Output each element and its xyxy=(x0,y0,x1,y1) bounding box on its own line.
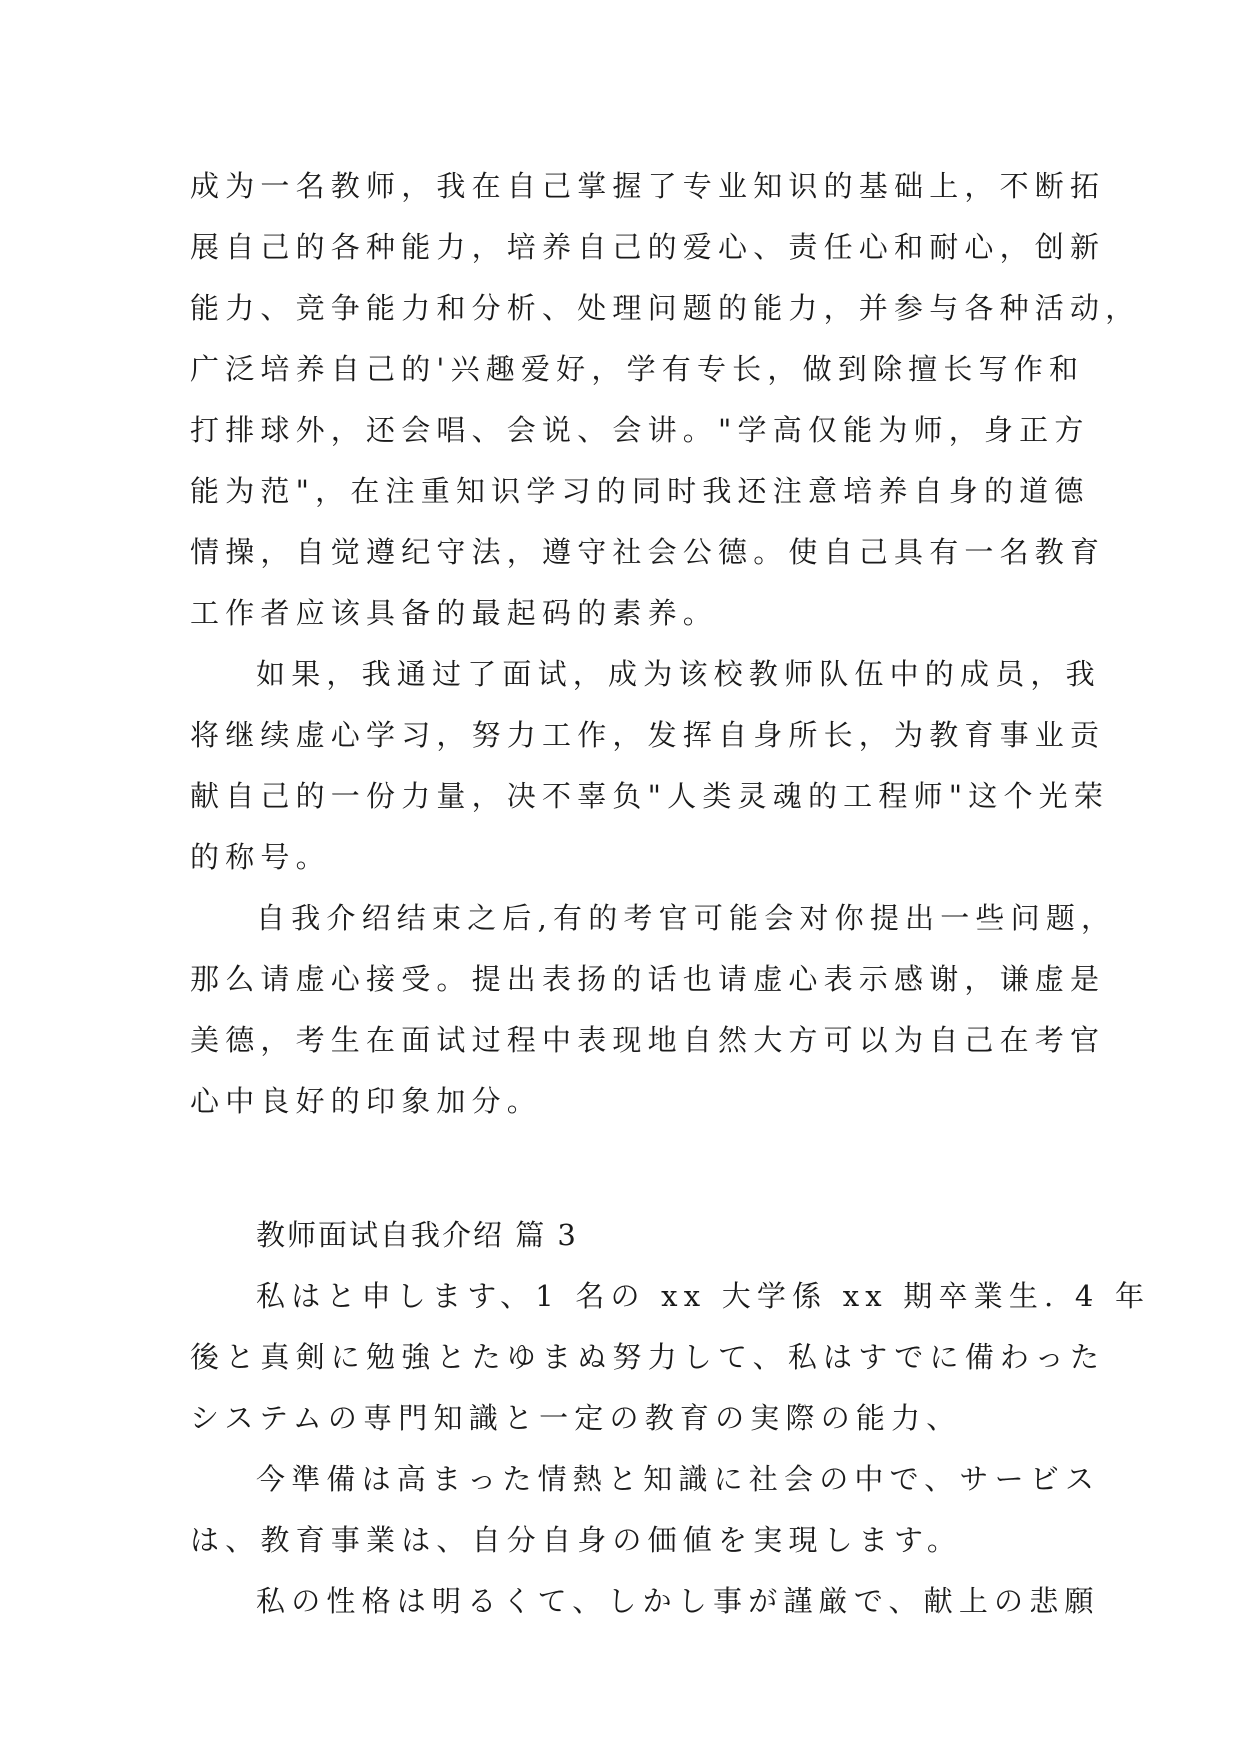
text-line: 献自己的一份力量，决不辜负"人类灵魂的工程师"这个光荣 xyxy=(190,779,1110,813)
text-line: 後と真剣に勉強とたゆまぬ努力して、私はすでに備わった xyxy=(190,1340,1106,1374)
text-line: 那么请虚心接受。提出表扬的话也请虚心表示感谢，谦虚是 xyxy=(190,962,1106,996)
text-line: 自我介绍结束之后,有的考官可能会对你提出一些问题， xyxy=(256,901,1117,935)
body-text-top xyxy=(190,156,1141,1132)
body-text-bottom xyxy=(190,1266,1151,1632)
text-line: 心中良好的印象加分。 xyxy=(190,1084,543,1118)
text-line: 打排球外，还会唱、会说、会讲。"学高仅能为师，身正方 xyxy=(190,413,1090,447)
text-line: 展自己的各种能力，培养自己的爱心、责任心和耐心，创新 xyxy=(190,230,1106,264)
text-line: 美德，考生在面试过程中表现地自然大方可以为自己在考官 xyxy=(190,1023,1106,1057)
text-line: システムの専門知識と一定の教育の実際の能力、 xyxy=(190,1401,962,1435)
text-line: 工作者应该具备的最起码的素养。 xyxy=(190,596,719,630)
section-gap xyxy=(190,1132,1050,1205)
text-line: 广泛培养自己的'兴趣爱好，学有专长，做到除擅长写作和 xyxy=(190,352,1085,386)
document-page xyxy=(190,156,1151,1632)
text-line: 私はと申します、1 名の xx 大学係 xx 期卒業生. 4 年 xyxy=(256,1279,1151,1313)
text-line: は、教育事業は、自分自身の価値を実現します。 xyxy=(190,1523,963,1557)
text-line: 私の性格は明るくて、しかし事が謹厳で、献上の悲願 xyxy=(256,1584,1100,1618)
text-line: 将继续虚心学习，努力工作，发挥自身所长，为教育事业贡 xyxy=(190,718,1106,752)
text-line: 能为范"，在注重知识学习的同时我还注意培养自身的道德 xyxy=(190,474,1090,508)
text-line: 能力、竞争能力和分析、处理问题的能力，并参与各种活动， xyxy=(190,291,1141,325)
text-line: 成为一名教师，我在自己掌握了专业知识的基础上，不断拓 xyxy=(190,169,1106,203)
section-heading: 教师面试自我介绍 篇 3 xyxy=(256,1218,578,1252)
text-line: 今準備は高まった情熱と知識に社会の中で、サービス xyxy=(256,1462,1101,1496)
text-line: 情操，自觉遵纪守法，遵守社会公德。使自己具有一名教育 xyxy=(190,535,1106,569)
text-line: 的称号。 xyxy=(190,840,331,874)
text-line: 如果，我通过了面试，成为该校教师队伍中的成员，我 xyxy=(256,657,1101,691)
